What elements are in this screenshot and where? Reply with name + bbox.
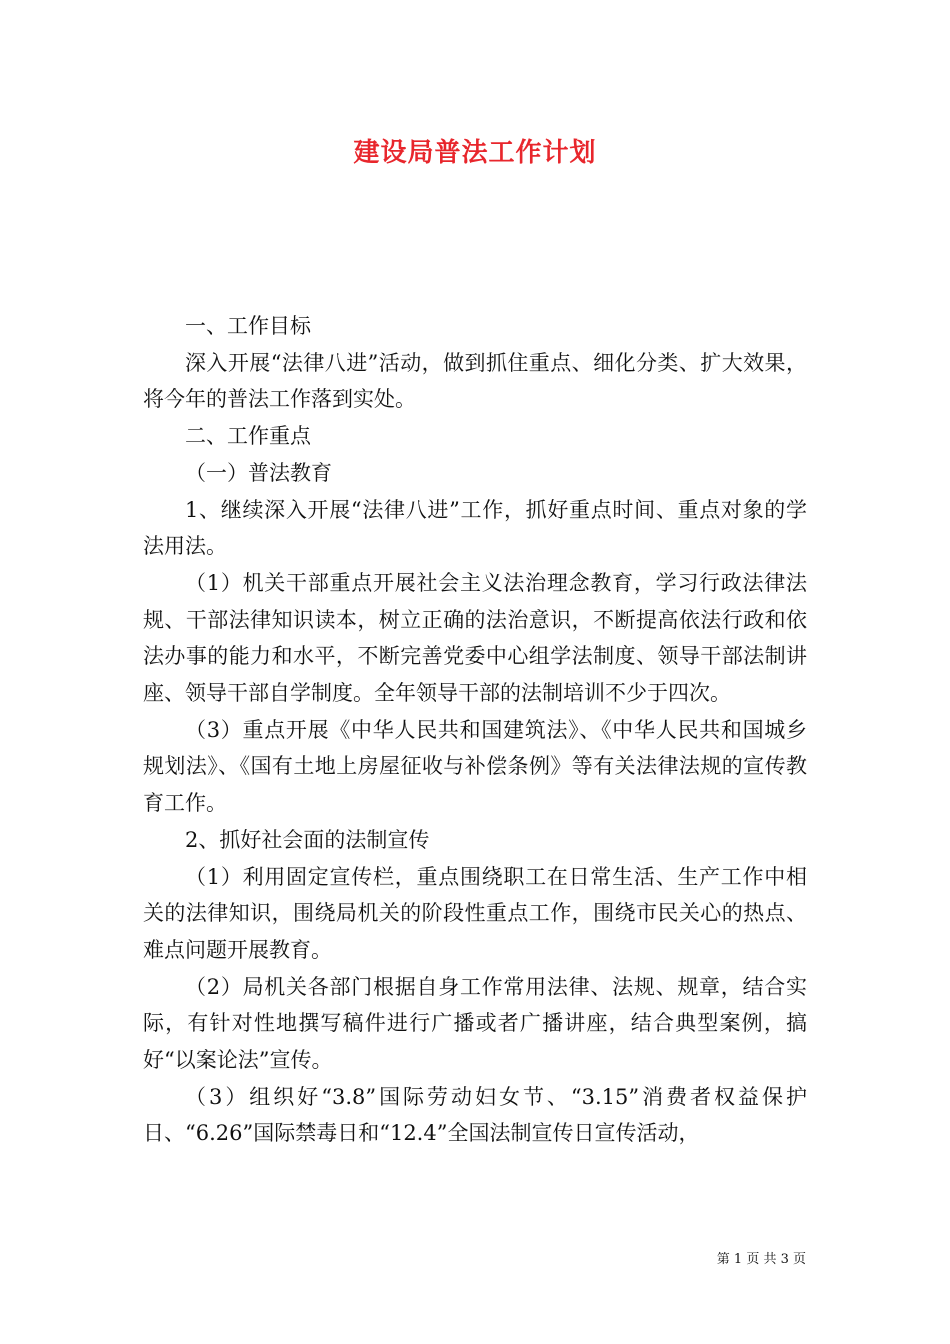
paragraph-item-2: 2、抓好社会面的法制宣传 — [185, 827, 430, 852]
document-title: 建设局普法工作计划 — [353, 138, 597, 168]
paragraph-item-2-1: （1）利用固定宣传栏，重点围绕职工在日常生活、生产工作中相关的法律知识，围绕局机关的阶段性重点工作，围绕市民关心的热点、难点问题开展教育。 — [143, 864, 807, 962]
document-body — [143, 308, 807, 1152]
subsection-heading-education: （一）普法教育 — [185, 460, 332, 485]
paragraph-item-1-1: （1）机关干部重点开展社会主义法治理念教育，学习行政法律法规、干部法律知识读本，树立正确的法治意识，不断提高依法行政和依法办事的能力和水平，不断完善党委中心组学法制度、领导干部法制讲座、领导干部自学制度。全年领导干部的法制培训不少于四次。 — [143, 570, 807, 706]
section-heading-focus: 二、工作重点 — [185, 424, 311, 449]
paragraph-goal: 深入开展“法律八进”活动，做到抓住重点、细化分类、扩大效果，将今年的普法工作落到实处。 — [143, 350, 807, 412]
paragraph-item-2-2: （2）局机关各部门根据自身工作常用法律、法规、规章，结合实际，有针对性地撰写稿件进行广播或者广播讲座，结合典型案例，搞好“以案论法”宣传。 — [143, 974, 807, 1073]
paragraph-item-1: 1、继续深入开展“法律八进”工作，抓好重点时间、重点对象的学法用法。 — [143, 497, 807, 559]
paragraph-item-1-3: （3）重点开展《中华人民共和国建筑法》、《中华人民共和国城乡规划法》、《国有土地上房屋征收与补偿条例》等有关法律法规的宣传教育工作。 — [143, 717, 807, 816]
section-heading-goal: 一、工作目标 — [185, 314, 311, 338]
page-number-footer: 第 1 页 共 3 页 — [716, 1252, 806, 1267]
paragraph-item-2-3: （3）组织好“3.8”国际劳动妇女节、“3.15”消费者权益保护日、“6.26”国际禁毒日和“12.4”全国法制宣传日宣传活动， — [143, 1084, 807, 1146]
